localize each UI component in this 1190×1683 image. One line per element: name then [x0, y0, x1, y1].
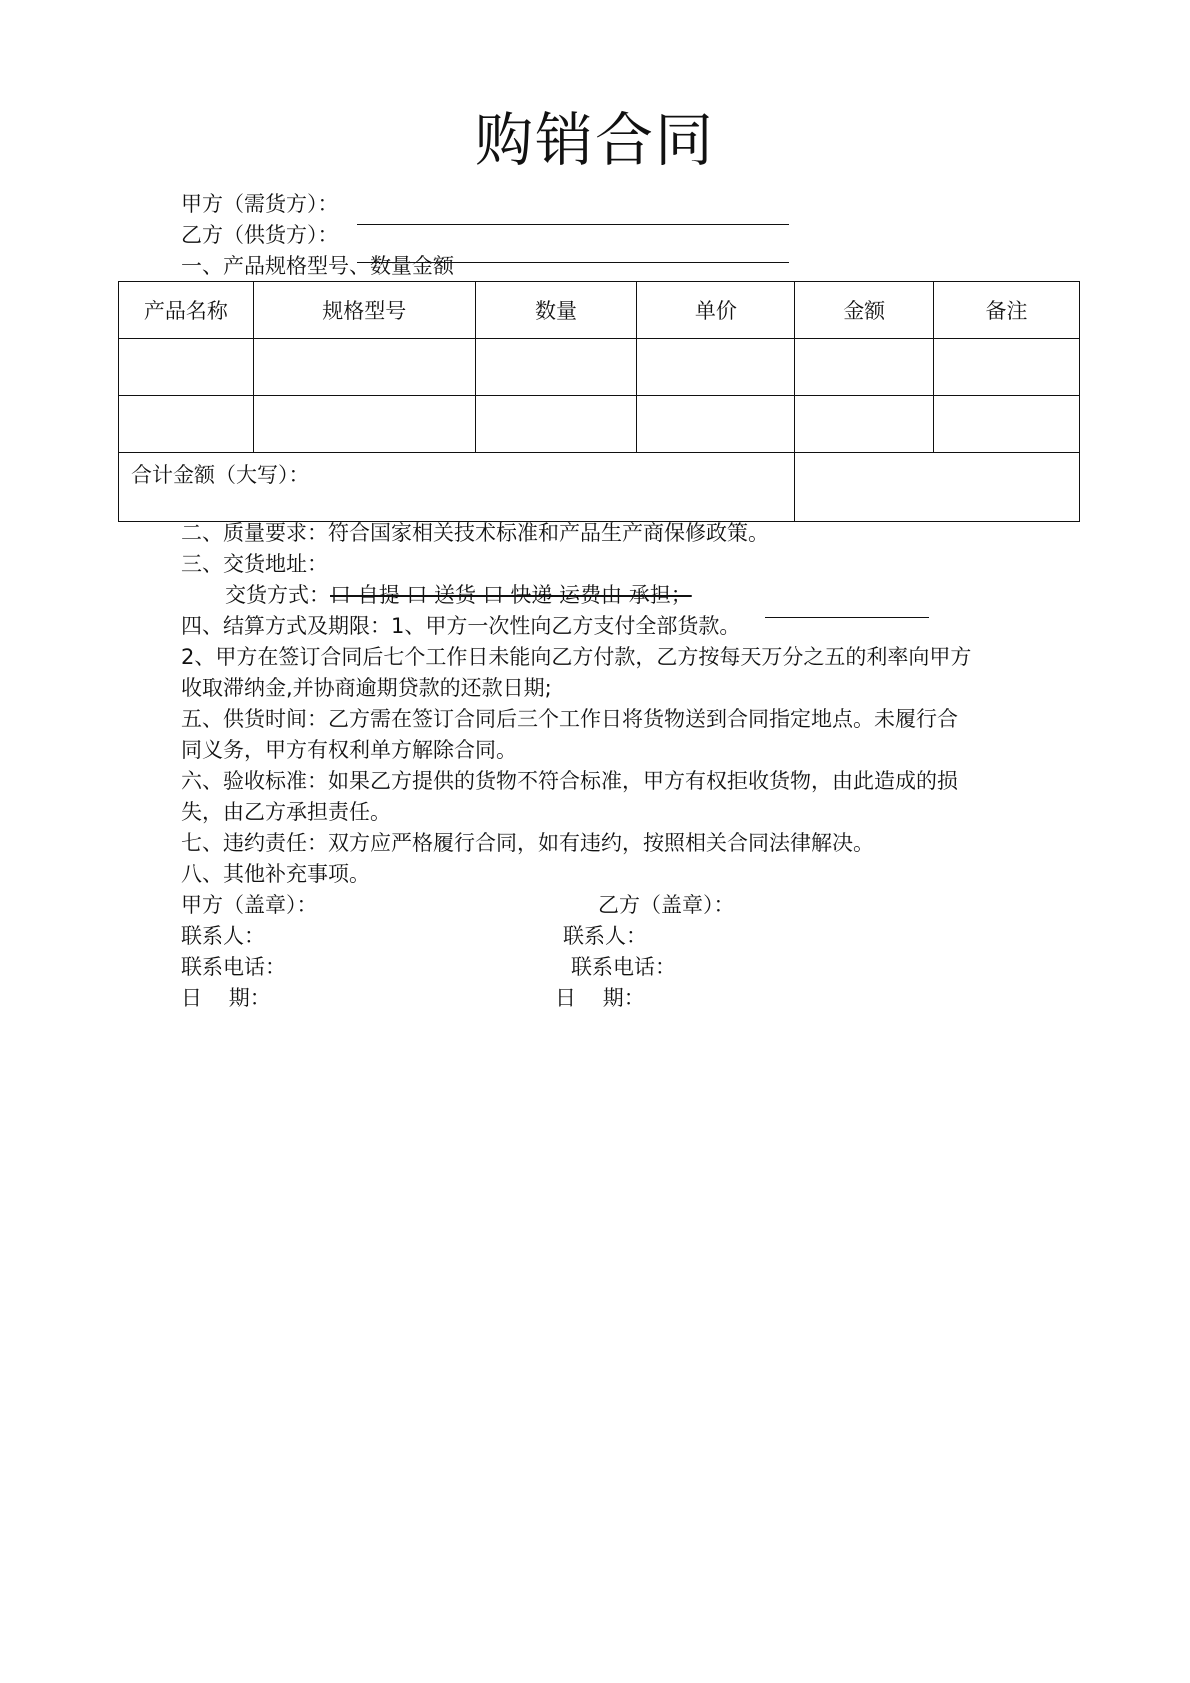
section-5-line-2: 同义务，甲方有权利单方解除合同。 — [181, 738, 517, 762]
table-cell — [795, 396, 934, 453]
party-a-label: 甲方（需货方）： — [181, 192, 339, 216]
section-8-supplementary: 八、其他补充事项。 — [181, 862, 370, 886]
column-header-amount: 金额 — [795, 282, 934, 339]
table-row — [119, 339, 1080, 396]
party-b-seal-label: 乙方（盖章）： — [598, 893, 735, 917]
party-b-contact-label: 联系人： — [563, 924, 647, 948]
product-table — [118, 281, 1080, 522]
party-a-blank-line — [357, 224, 789, 225]
total-amount-value — [795, 453, 1080, 522]
section-4-item-2-line-2: 收取滞纳金,并协商逾期贷款的还款日期; — [181, 676, 552, 700]
section-7-liability: 七、违约责任：双方应严格履行合同，如有违约，按照相关合同法律解决。 — [181, 831, 874, 855]
column-header-remarks: 备注 — [934, 282, 1080, 339]
column-header-spec-model: 规格型号 — [253, 282, 475, 339]
table-total-row — [119, 453, 1080, 522]
party-a-date-label: 日 期： — [181, 986, 271, 1010]
party-a-seal-label: 甲方（盖章）： — [181, 893, 318, 917]
table-row — [119, 396, 1080, 453]
section-1-heading: 一、产品规格型号、数量金额 — [181, 254, 454, 278]
section-6-line-1: 六、验收标准：如果乙方提供的货物不符合标准，甲方有权拒收货物，由此造成的损 — [181, 769, 958, 793]
party-b-date-label: 日 期： — [555, 986, 645, 1010]
section-4-item-2-line-1: 2、甲方在签订合同后七个工作日未能向乙方付款，乙方按每天万分之五的利率向甲方 — [181, 645, 972, 669]
delivery-method-row — [225, 580, 692, 610]
table-header-row — [119, 282, 1080, 339]
table-cell — [795, 339, 934, 396]
table-cell — [637, 339, 795, 396]
document-title: 购销合同 — [474, 106, 715, 174]
column-header-quantity: 数量 — [475, 282, 637, 339]
payment-blank-line — [765, 617, 929, 618]
party-a-contact-label: 联系人： — [181, 924, 265, 948]
section-4-payment: 四、结算方式及期限：1、甲方一次性向乙方支付全部货款。 — [181, 614, 741, 638]
column-header-product-name: 产品名称 — [119, 282, 254, 339]
section-6-line-2: 失，由乙方承担责任。 — [181, 800, 391, 824]
section-3-heading: 三、交货地址： — [181, 552, 328, 576]
delivery-method-options: 口 自提 口 送货 口 快递 运费由 承担； — [330, 583, 692, 607]
party-b-phone-label: 联系电话： — [571, 955, 676, 979]
party-a-phone-label: 联系电话： — [181, 955, 286, 979]
table-cell — [253, 396, 475, 453]
table-cell — [934, 396, 1080, 453]
table-cell — [253, 339, 475, 396]
table-cell — [119, 339, 254, 396]
table-cell — [119, 396, 254, 453]
total-amount-label: 合计金额（大写）： — [119, 453, 795, 522]
section-2-quality: 二、质量要求：符合国家相关技术标准和产品生产商保修政策。 — [181, 521, 769, 545]
delivery-method-label: 交货方式： — [225, 583, 330, 607]
section-5-line-1: 五、供货时间：乙方需在签订合同后三个工作日将货物送到合同指定地点。未履行合 — [181, 707, 958, 731]
table-cell — [475, 396, 637, 453]
table-cell — [934, 339, 1080, 396]
party-b-label: 乙方（供货方）： — [181, 223, 339, 247]
table-cell — [637, 396, 795, 453]
table-cell — [475, 339, 637, 396]
column-header-unit-price: 单价 — [637, 282, 795, 339]
